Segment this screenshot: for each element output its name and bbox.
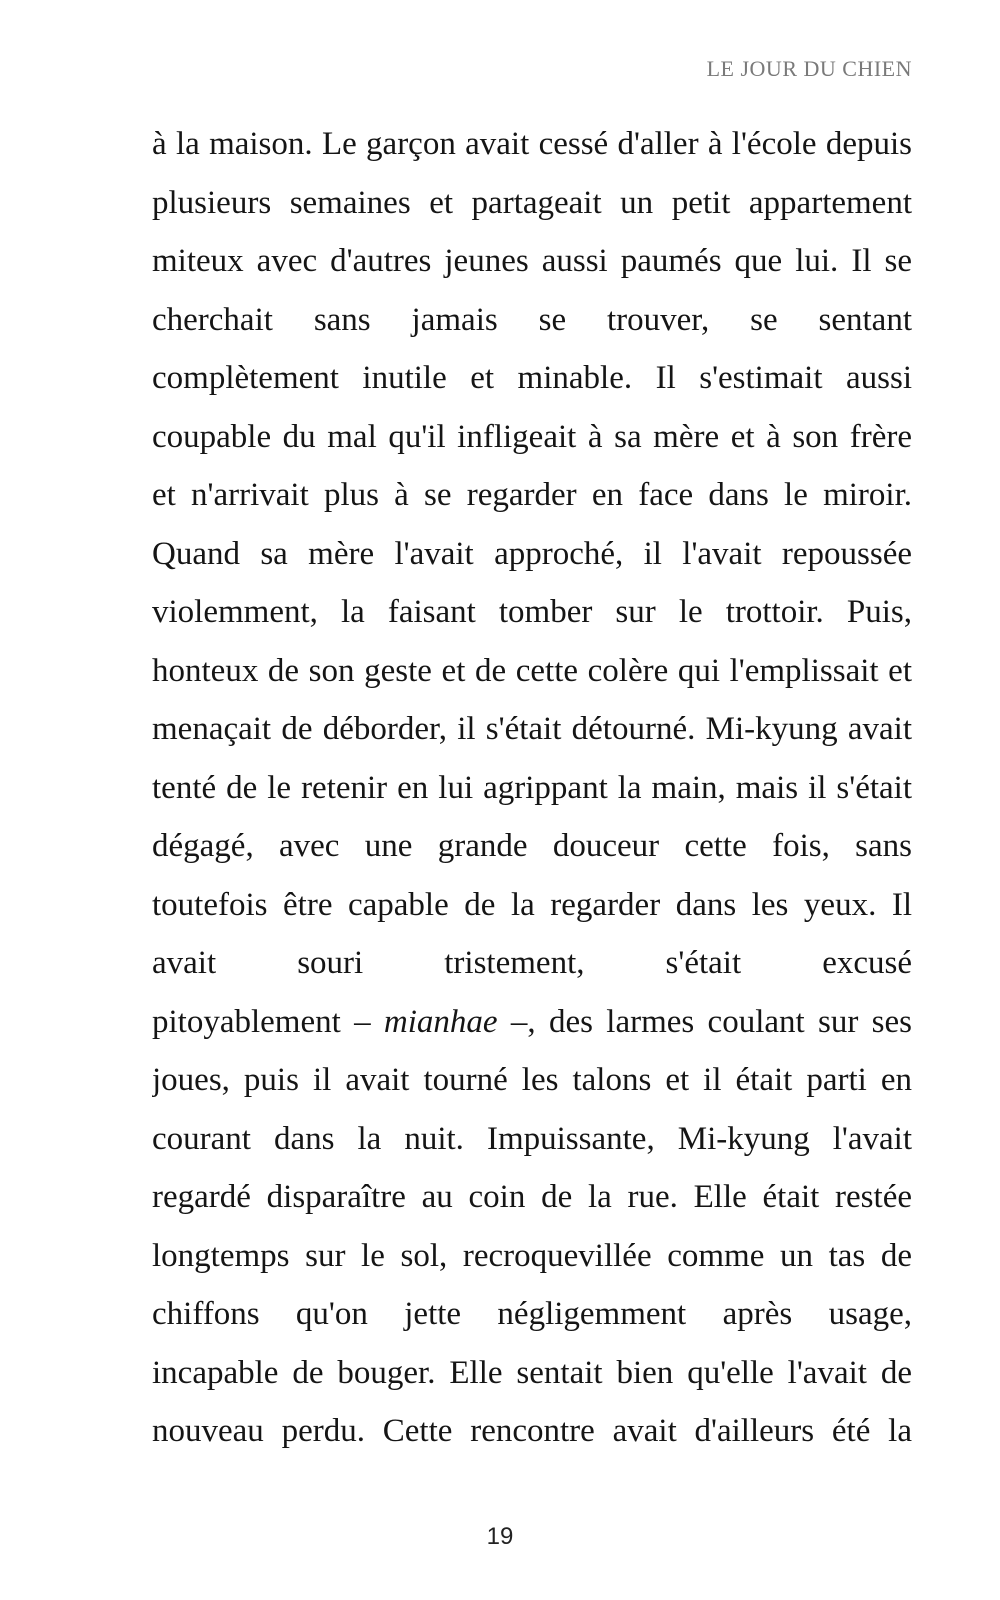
text-line: toutefois être capable de la regarder dans les yeux. Il [152,886,912,923]
page-number: 19 [486,1523,514,1550]
text-line: Quand sa mère l'avait approché, il l'avait repoussée [152,535,912,572]
text-line: incapable de bouger. Elle sentait bien qu'elle l'avait de [152,1354,912,1391]
text-line: dégagé, avec une grande douceur cette fois, sans [152,828,912,864]
text-line: joues, puis il avait tourné les talons et il était parti en [152,1062,912,1098]
body-text [152,115,912,1461]
text-line: nouveau perdu. Cette rencontre avait d'ailleurs été la [152,1413,912,1449]
text-line: à la maison. Le garçon avait cessé d'aller à l'école depuis [152,126,912,162]
text-line: courant dans la nuit. Impuissante, Mi-kyung l'avait [152,1120,912,1157]
text-line: miteux avec d'autres jeunes aussi paumés que lui. Il se [152,243,912,279]
text-line: et n'arrivait plus à se regarder en face dans le miroir. [152,477,912,513]
text-line: menaçait de déborder, il s'était détourné. Mi-kyung avait [152,711,912,747]
text-line: longtemps sur le sol, recroquevillée comme un tas de [152,1237,912,1274]
text-line: chiffons qu'on jette négligemment après usage, [152,1296,912,1332]
text-line: plusieurs semaines et partageait un petit appartement [152,184,912,221]
text-line-italic-mixed [152,993,912,1052]
text-line: coupable du mal qu'il infligeait à sa mère et à son frère [152,418,912,455]
text-line: honteux de son geste et de cette colère qui l'emplissait et [152,652,912,689]
text-line: cherchait sans jamais se trouver, se sentant [152,301,912,338]
text-line: complètement inutile et minable. Il s'estimait aussi [152,360,912,396]
italic-word: mianhae [383,1003,498,1040]
running-header: LE JOUR DU CHIEN [706,56,912,81]
text-line: avait souri tristement, s'était excusé [152,945,912,981]
text-line: tenté de le retenir en lui agrippant la main, mais il s'était [152,769,912,806]
text-run: pitoyablement – [152,1003,384,1040]
text-run: –, des larmes coulant sur ses [497,1003,912,1040]
text-line: violemment, la faisant tomber sur le trottoir. Puis, [152,594,912,630]
text-line: regardé disparaître au coin de la rue. Elle était restée [152,1179,912,1215]
